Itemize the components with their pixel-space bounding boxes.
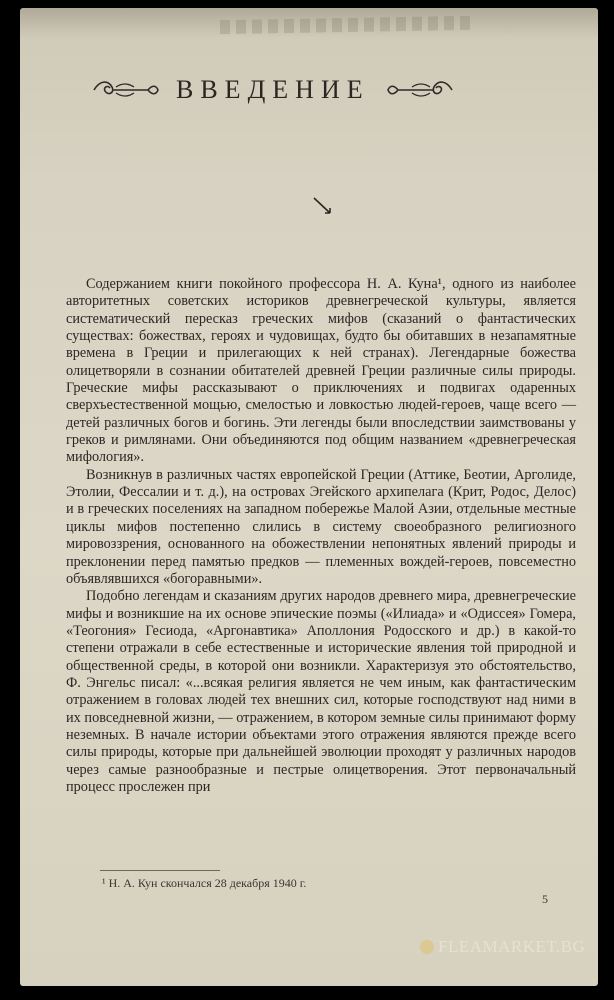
page-title: ВВЕДЕНИЕ — [176, 75, 370, 104]
book-page — [20, 8, 598, 986]
footnote-divider — [100, 870, 220, 871]
watermark-logo-icon — [420, 940, 434, 954]
bleed-through-text — [220, 16, 470, 34]
paragraph: Подобно легендам и сказаниям других народов древнего мира, древнегреческие мифы и возникшие на их основе эпические поэмы («Илиада» и «Одиссея» Гомера, «Теогония» Гесиода, «Аргонавтика» Аполлония Родосского и др.) в какой-то степени отражали в себе естественные и исторические явления той природной и общественной среды, в которой они возникли. Характеризуя это обстоятельство, Ф. Энгельс писал: «...всякая религия является не чем иным, как фантастическим отражением в головах людей тех внешних сил, которые господствуют над ними в их повседневной жизни, — отражением, в котором земные силы принимают форму неземных. В начале истории объектами этого отражения являются прежде всего силы природы, которые при дальнейшей эволюции проходят у различных народов через самые разнообразные и пестрые олицетворения. Этот первоначальный процесс прослежен при — [66, 588, 576, 795]
right-ornament-icon — [384, 77, 456, 103]
page-number: 5 — [542, 892, 548, 906]
chapter-heading — [90, 70, 540, 110]
body-text — [66, 276, 576, 796]
pen-mark-icon — [312, 196, 334, 216]
paragraph: Содержанием книги покойного профессора Н. А. Куна¹, одного из наиболее авторитетных советских историков древнегреческой культуры, является систематический пересказ греческих мифов (сказаний о фантастических существах: божествах, героях и чудовищах, будто бы обитавших в незапамятные времена в Греции и прилегающих к ней странах). Легендарные божества олицетворяли в сознании обитателей древней Греции различные силы природы. Греческие мифы рассказывают о приключениях и подвигах одаренных сверхъестественной мощью, смелостью и ловкостью людей-героев, чаще всего — детей различных богов и богинь. Эти легенды были впоследствии заимствованы у греков и римлянами. Они объединяются под общим названием «древнегреческая мифология». — [66, 276, 576, 466]
footnote: ¹ Н. А. Кун скончался 28 декабря 1940 г. — [102, 876, 307, 890]
paragraph: Возникнув в различных частях европейской Греции (Аттике, Беотии, Арголиде, Этолии, Фессалии и т. д.), на островах Эгейского архипелага (Крит, Родос, Делос) и в греческих поселениях на западном побережье Малой Азии, отдельные местные циклы мифов постепенно слились в систему своеобразного религиозного мировоззрения, основанного на обожествлении непонятных явлений природы и преклонении перед памятью предков — племенных вождей-героев, повсеместно объявлявшихся «богоравными». — [66, 466, 576, 587]
watermark — [420, 934, 598, 960]
watermark-text: FLEAMARKET.BG — [438, 937, 586, 956]
left-ornament-icon — [90, 77, 162, 103]
